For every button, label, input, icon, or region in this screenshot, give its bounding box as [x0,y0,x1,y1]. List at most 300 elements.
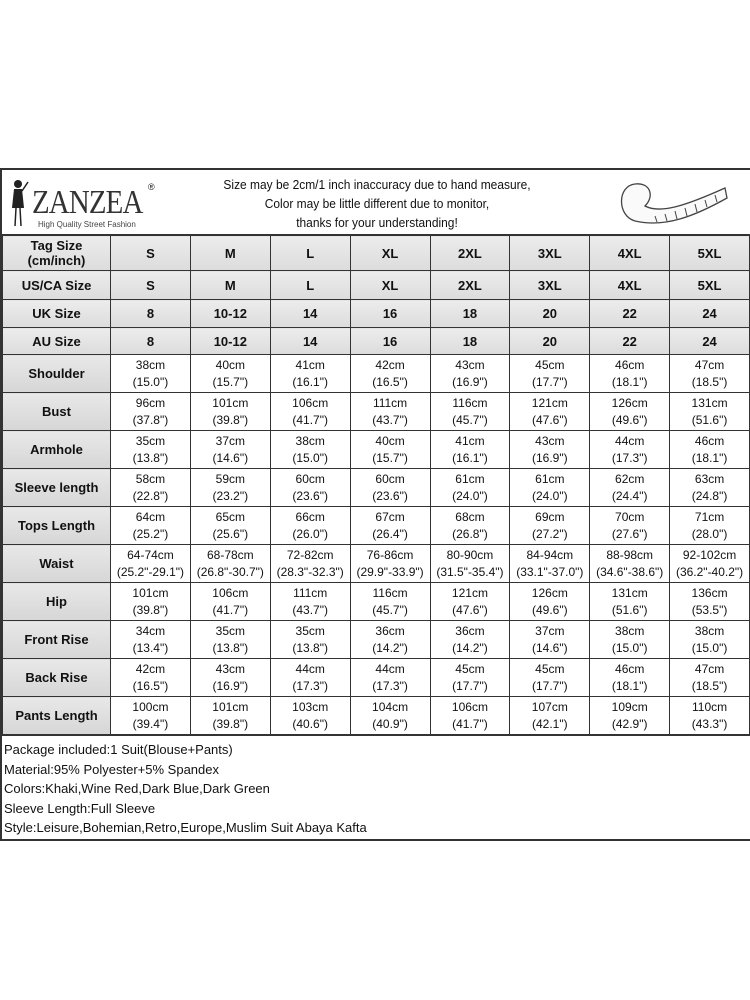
inch-value: (45.7") [452,412,488,427]
cm-value: 37cm [215,433,245,448]
cm-value: 69cm [535,509,565,524]
cm-value: 68cm [455,509,485,524]
cm-value: 64cm [135,509,166,524]
cm-value: 76-86cm [366,547,414,562]
measurement-cell [350,393,430,431]
inch-value: (49.6") [532,602,568,617]
size-cell: S [111,236,191,271]
measurement-cell [111,621,191,659]
size-cell: 4XL [590,236,670,271]
measurement-cell [270,355,350,393]
size-cell: 24 [670,300,750,328]
inch-value: (39.4") [132,716,169,731]
measurement-cell [111,431,191,469]
cm-value: 38cm [615,623,645,638]
cm-value: 35cm [135,433,166,448]
measurement-cell [510,545,590,583]
measurement-cell [111,355,191,393]
note-line: Color may be little different due to monitor, [264,196,490,211]
cm-value: 58cm [135,471,166,486]
measurement-row [3,659,750,697]
inch-value: (23.2") [212,488,249,503]
inch-value: (53.5") [691,602,728,617]
inch-value: (43.7") [372,412,408,427]
measurement-cell [430,583,510,621]
product-details [2,735,750,839]
inch-value: (17.7") [452,678,488,693]
size-row [3,271,750,300]
cm-value: 35cm [295,623,325,638]
measurement-row [3,469,750,507]
cm-value: 101cm [212,395,249,410]
note-line: thanks for your understanding! [296,215,458,230]
row-label: Waist [3,545,111,583]
measurement-cell [350,469,430,507]
cm-value: 92-102cm [682,547,737,562]
row-label: Back Rise [3,659,111,697]
size-cell: 24 [670,328,750,355]
measurement-cell [590,507,670,545]
cm-value: 100cm [132,699,169,714]
cm-value: 38cm [694,623,725,638]
size-cell: 2XL [430,236,510,271]
inch-value: (40.9") [372,716,408,731]
measurement-cell [350,659,430,697]
inch-value: (47.6") [452,602,488,617]
measurement-cell [430,659,510,697]
measurement-cell [510,659,590,697]
size-cell: 16 [350,300,430,328]
inch-value: (40.6") [292,716,328,731]
measurement-cell [111,393,191,431]
cm-value: 111cm [293,585,328,600]
inch-value: (18.5") [691,374,728,389]
inch-value: (49.6") [611,412,648,427]
size-cell: M [190,271,270,300]
inch-value: (24.4") [611,488,648,503]
inch-value: (36.2"-40.2") [675,564,744,579]
cm-value: 109cm [611,699,648,714]
inch-value: (43.3") [691,716,728,731]
inch-value: (47.6") [532,412,568,427]
inch-value: (18.1") [611,374,648,389]
row-label: Front Rise [3,621,111,659]
inch-value: (27.2") [532,526,568,541]
inch-value: (41.7") [292,412,328,427]
measurement-cell [111,659,191,697]
cm-value: 68-78cm [206,547,254,562]
measurement-cell [430,621,510,659]
cm-value: 43cm [535,433,565,448]
measurement-cell [430,545,510,583]
cm-value: 42cm [375,357,405,372]
measurement-row [3,393,750,431]
cm-value: 34cm [135,623,166,638]
inch-value: (14.6") [212,450,249,465]
size-cell: 20 [510,328,590,355]
cm-value: 38cm [135,357,166,372]
inch-value: (41.7") [452,716,488,731]
measurement-row [3,545,750,583]
inch-value: (15.0") [132,374,169,389]
row-label: Hip [3,583,111,621]
cm-value: 64-74cm [127,547,174,562]
measurement-cell [270,545,350,583]
size-cell: 10-12 [190,300,270,328]
cm-value: 41cm [295,357,325,372]
measurement-cell [510,507,590,545]
size-cell: L [270,271,350,300]
measurement-cell [350,507,430,545]
inch-value: (16.1") [452,450,488,465]
size-cell: 5XL [670,236,750,271]
measurement-cell [510,621,590,659]
inch-value: (51.6") [691,412,728,427]
measurement-cell [590,697,670,735]
measurement-cell [270,583,350,621]
measurement-cell [270,431,350,469]
detail-sleeve: Sleeve Length:Full Sleeve [4,800,156,816]
inch-value: (15.7") [372,450,408,465]
cm-value: 67cm [375,509,405,524]
measurement-cell [670,545,750,583]
inch-value: (24.8") [691,488,728,503]
measurement-cell [590,393,670,431]
inch-value: (25.6") [212,526,249,541]
inch-value: (18.1") [691,450,728,465]
measurement-cell [270,469,350,507]
measurement-cell [590,355,670,393]
size-row [3,300,750,328]
measurement-cell [111,507,191,545]
cm-value: 106cm [451,699,488,714]
measurement-cell [111,697,191,735]
measurement-row [3,355,750,393]
inch-value: (14.2") [372,640,408,655]
inch-value: (13.4") [132,640,169,655]
cm-value: 37cm [535,623,565,638]
inch-value: (15.0") [691,640,728,655]
measurement-row [3,621,750,659]
measurement-cell [430,507,510,545]
inch-value: (39.8") [212,412,249,427]
measurement-cell [111,469,191,507]
inch-value: (23.6") [372,488,408,503]
cm-value: 61cm [455,471,485,486]
inch-value: (23.6") [292,488,328,503]
measurement-cell [590,583,670,621]
registered-mark: ® [148,182,155,192]
cm-value: 104cm [372,699,409,714]
inch-value: (13.8") [212,640,249,655]
measurement-row [3,431,750,469]
detail-colors: Colors:Khaki,Wine Red,Dark Blue,Dark Green [4,781,270,796]
inch-value: (16.9") [452,374,488,389]
cm-value: 110cm [691,699,728,714]
inch-value: (29.9"-33.9") [356,564,424,579]
measurement-cell [350,621,430,659]
cm-value: 45cm [535,357,565,372]
size-cell: M [190,236,270,271]
measurement-cell [670,697,750,735]
row-label: Pants Length [3,697,111,735]
size-row [3,328,750,355]
measurement-cell [190,393,270,431]
inch-value: (28.0") [691,526,728,541]
measuring-tape-icon [615,176,730,230]
measurement-cell [430,469,510,507]
inch-value: (43.7") [292,602,328,617]
cm-value: 106cm [292,395,329,410]
size-cell: 8 [111,328,191,355]
size-cell: 8 [111,300,191,328]
inch-value: (15.0") [292,450,328,465]
size-cell: 14 [270,328,350,355]
inch-value: (22.8") [132,488,169,503]
measurement-cell [270,621,350,659]
size-cell: XL [350,236,430,271]
inch-value: (15.7") [212,374,249,389]
cm-value: 35cm [215,623,245,638]
size-cell: 18 [430,328,510,355]
inch-value: (45.7") [372,602,408,617]
cm-value: 45cm [455,661,485,676]
cm-value: 88-98cm [606,547,654,562]
size-cell: 22 [590,328,670,355]
size-cell: 10-12 [190,328,270,355]
measurement-cell [270,393,350,431]
inch-value: (25.2") [132,526,169,541]
row-label: AU Size [3,328,111,355]
size-cell: 3XL [510,236,590,271]
measurement-cell [350,355,430,393]
size-cell: 5XL [670,271,750,300]
inch-value: (16.5") [132,678,169,693]
measurement-cell [670,393,750,431]
measurement-cell [670,507,750,545]
inch-value: (39.8") [132,602,169,617]
measurement-cell [190,621,270,659]
row-label: Sleeve length [3,469,111,507]
brand-logo [8,178,158,228]
cm-value: 121cm [451,585,488,600]
measurement-cell [190,659,270,697]
cm-value: 40cm [375,433,405,448]
measurement-cell [270,697,350,735]
inch-value: (14.6") [532,640,568,655]
inch-value: (33.1"-37.0") [516,564,584,579]
inch-value: (37.8") [132,412,169,427]
inch-value: (14.2") [452,640,488,655]
measurement-cell [670,355,750,393]
note-line: Size may be 2cm/1 inch inaccuracy due to hand measure, [223,177,531,192]
cm-value: 60cm [295,471,325,486]
size-cell: 22 [590,300,670,328]
cm-value: 36cm [375,623,405,638]
cm-value: 59cm [215,471,245,486]
cm-value: 72-82cm [286,547,334,562]
cm-value: 40cm [215,357,245,372]
brand-name: ZANZEA [32,184,143,221]
model-silhouette-icon [8,178,30,228]
cm-value: 63cm [694,471,725,486]
inch-value: (24.0") [532,488,568,503]
size-cell: XL [350,271,430,300]
measurement-cell [510,355,590,393]
inch-value: (51.6") [611,602,648,617]
inch-value: (24.0") [452,488,488,503]
cm-value: 101cm [212,699,249,714]
measurement-row [3,507,750,545]
disclaimer-note [188,175,565,232]
measurement-cell [670,583,750,621]
measurement-cell [510,393,590,431]
measurement-cell [590,431,670,469]
size-cell: 14 [270,300,350,328]
row-label: US/CA Size [3,271,111,300]
measurement-cell [270,507,350,545]
size-cell: S [111,271,191,300]
cm-value: 131cm [611,585,648,600]
cm-value: 66cm [295,509,325,524]
size-row [3,236,750,271]
cm-value: 70cm [615,509,645,524]
inch-value: (16.9") [532,450,568,465]
cm-value: 46cm [694,433,725,448]
chart-header [2,170,750,235]
inch-value: (42.1") [532,716,568,731]
cm-value: 136cm [691,585,728,600]
cm-value: 116cm [452,395,488,410]
inch-value: (18.5") [691,678,728,693]
cm-value: 71cm [694,509,725,524]
measurement-cell [670,469,750,507]
measurement-cell [190,431,270,469]
cm-value: 47cm [694,661,725,676]
measurement-cell [510,469,590,507]
cm-value: 44cm [615,433,645,448]
inch-value: (17.3") [611,450,648,465]
cm-value: 107cm [531,699,568,714]
size-cell: 18 [430,300,510,328]
detail-style: Style:Leisure,Bohemian,Retro,Europe,Muslim Suit Abaya Kafta [4,820,367,835]
cm-value: 101cm [132,585,169,600]
size-cell: L [270,236,350,271]
measurement-cell [590,469,670,507]
measurement-cell [350,583,430,621]
measurement-cell [590,621,670,659]
measurement-cell [190,583,270,621]
measurement-cell [350,697,430,735]
measurement-cell [430,431,510,469]
inch-value: (17.7") [532,374,568,389]
inch-value: (17.3") [372,678,408,693]
row-label: Armhole [3,431,111,469]
row-label: Tag Size (cm/inch) [3,236,111,271]
inch-value: (26.8") [452,526,488,541]
measurement-cell [270,659,350,697]
inch-value: (42.9") [611,716,648,731]
measurement-cell [430,697,510,735]
detail-material: Material:95% Polyester+5% Spandex [4,761,219,777]
inch-value: (26.4") [372,526,408,541]
size-chart [0,168,750,841]
size-cell: 2XL [430,271,510,300]
size-cell: 16 [350,328,430,355]
row-label: Shoulder [3,355,111,393]
cm-value: 43cm [215,661,245,676]
cm-value: 46cm [615,661,645,676]
inch-value: (34.6"-38.6") [596,564,664,579]
cm-value: 126cm [611,395,648,410]
detail-package: Package included:1 Suit(Blouse+Pants) [4,742,233,757]
inch-value: (13.8") [292,640,328,655]
measurement-row [3,583,750,621]
measurement-cell [430,393,510,431]
cm-value: 84-94cm [526,547,574,562]
measurement-cell [670,431,750,469]
inch-value: (18.1") [611,678,648,693]
inch-value: (28.3"-32.3") [276,564,344,579]
cm-value: 36cm [455,623,485,638]
measurement-cell [510,583,590,621]
cm-value: 126cm [531,585,568,600]
inch-value: (27.6") [611,526,648,541]
cm-value: 96cm [135,395,166,410]
measurement-cell [111,583,191,621]
cm-value: 116cm [372,585,408,600]
cm-value: 46cm [615,357,645,372]
cm-value: 47cm [694,357,725,372]
cm-value: 131cm [691,395,728,410]
measurement-cell [190,697,270,735]
inch-value: (16.5") [372,374,408,389]
brand-tagline: High Quality Street Fashion [38,220,136,229]
measurement-cell [670,659,750,697]
row-label: Tops Length [3,507,111,545]
measurement-cell [510,697,590,735]
measurement-row [3,697,750,735]
measurement-cell [510,431,590,469]
measurement-cell [350,431,430,469]
inch-value: (17.7") [532,678,568,693]
cm-value: 44cm [295,661,325,676]
cm-value: 111cm [372,395,408,410]
inch-value: (25.2"-29.1") [116,564,185,579]
measurement-cell [590,659,670,697]
cm-value: 80-90cm [446,547,494,562]
inch-value: (26.0") [292,526,328,541]
measurement-cell [190,545,270,583]
inch-value: (41.7") [212,602,249,617]
size-cell: 4XL [590,271,670,300]
measurement-cell [350,545,430,583]
cm-value: 61cm [535,471,565,486]
measurement-cell [670,621,750,659]
measurement-cell [111,545,191,583]
size-cell: 20 [510,300,590,328]
row-label: Bust [3,393,111,431]
inch-value: (31.5"-35.4") [436,564,504,579]
inch-value: (16.9") [212,678,249,693]
inch-value: (13.8") [132,450,169,465]
inch-value: (26.8"-30.7") [196,564,264,579]
inch-value: (15.0") [611,640,648,655]
cm-value: 65cm [215,509,245,524]
cm-value: 38cm [295,433,325,448]
inch-value: (39.8") [212,716,249,731]
measurement-cell [190,507,270,545]
